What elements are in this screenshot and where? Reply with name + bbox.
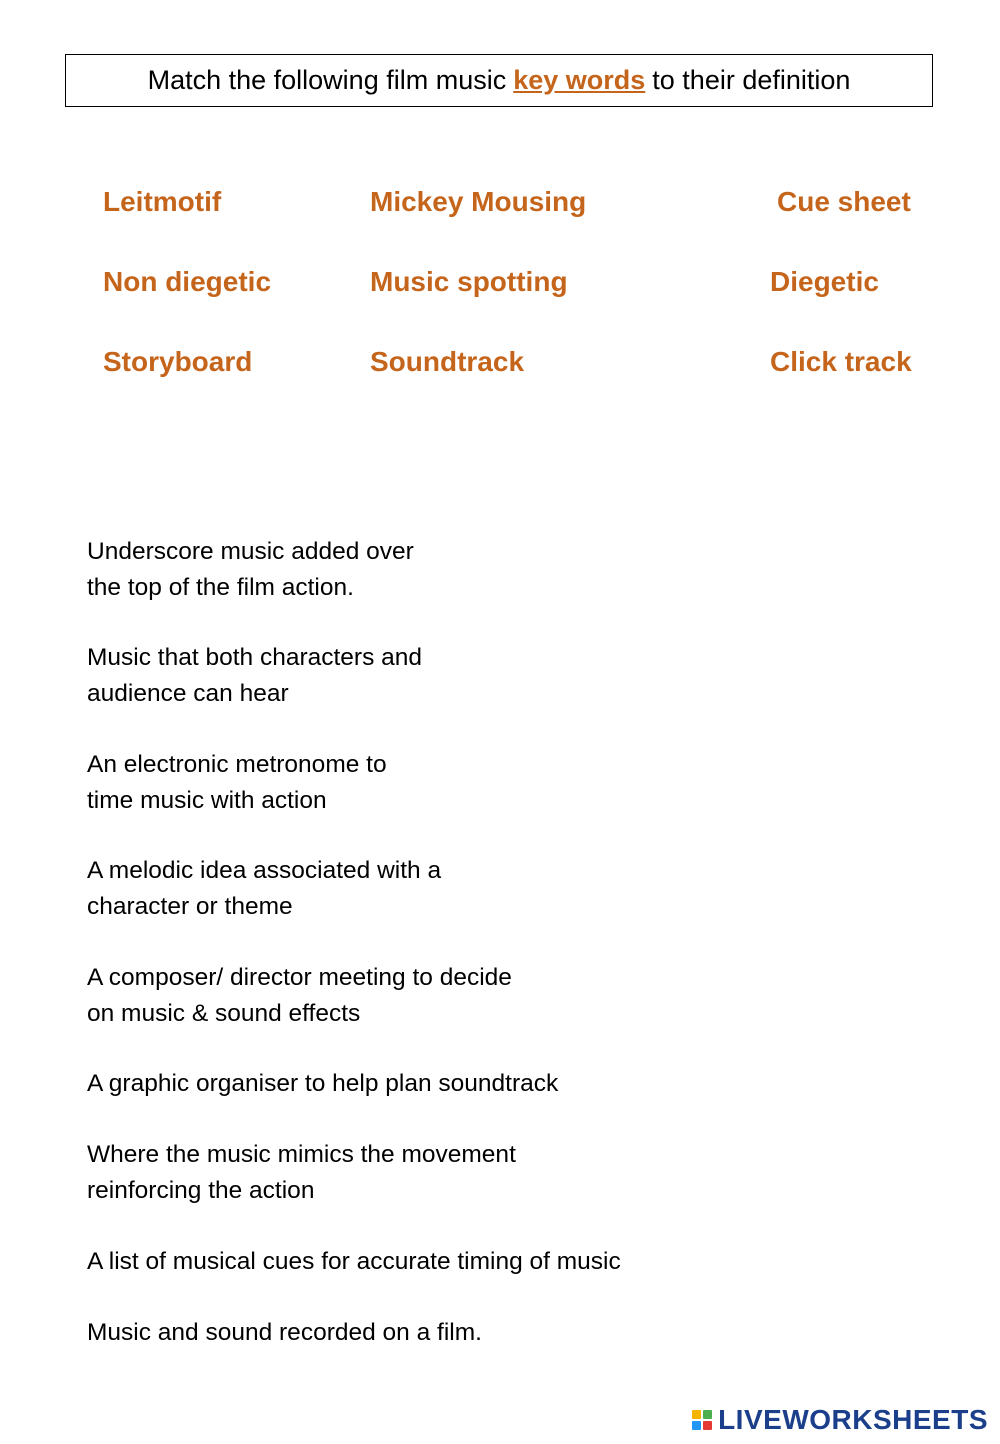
definition-line: time music with action (87, 786, 327, 814)
term-soundtrack[interactable]: Soundtrack (370, 346, 525, 377)
logo-square (703, 1421, 712, 1430)
definition-item (87, 960, 512, 1031)
term-diegetic[interactable]: Diegetic (770, 266, 879, 297)
instruction-title (65, 54, 933, 107)
liveworksheets-logo-icon (692, 1410, 712, 1430)
logo-square (692, 1421, 701, 1430)
term-cue-sheet[interactable]: Cue sheet (777, 186, 911, 217)
definition-item (87, 853, 441, 924)
definition-line: audience can hear (87, 679, 289, 707)
title-text-after: to their definition (652, 65, 851, 95)
definition-item (87, 747, 387, 818)
definition-line: Music and sound recorded on a film. (87, 1319, 482, 1346)
brand-text: LIVEWORKSHEETS (718, 1404, 988, 1435)
term-click-track[interactable]: Click track (770, 346, 912, 377)
term-non-diegetic[interactable]: Non diegetic (103, 266, 272, 297)
liveworksheets-brand (692, 1402, 988, 1438)
definition-line: Where the music mimics the movement (87, 1141, 516, 1168)
definition-line: A composer/ director meeting to decide (87, 964, 512, 991)
definition-line: A list of musical cues for accurate timing of music (87, 1248, 621, 1275)
logo-square (703, 1410, 712, 1419)
definition-line: A melodic idea associated with a (87, 857, 442, 884)
title-text-before: Match the following film music (147, 65, 507, 95)
title-keyword: key words (513, 65, 646, 95)
definition-line: character or theme (87, 892, 293, 920)
definition-line: Underscore music added over (87, 538, 414, 565)
term-music-spotting[interactable]: Music spotting (370, 266, 568, 297)
definition-line: Music that both characters and (87, 644, 423, 671)
term-storyboard[interactable]: Storyboard (103, 346, 253, 377)
definition-line: A graphic organiser to help plan soundtrack (87, 1070, 559, 1097)
term-leitmotif[interactable]: Leitmotif (103, 186, 222, 217)
definition-line: reinforcing the action (87, 1176, 315, 1204)
term-mickey-mousing[interactable]: Mickey Mousing (370, 186, 587, 217)
definition-line: An electronic metronome to (87, 751, 387, 778)
definition-line: on music & sound effects (87, 999, 361, 1027)
definition-item (87, 640, 422, 711)
logo-square (692, 1410, 701, 1419)
definition-item (87, 1066, 558, 1102)
definition-item (87, 1137, 516, 1208)
definition-item (87, 1315, 482, 1351)
definition-item (87, 1244, 621, 1280)
definition-line: the top of the film action. (87, 573, 354, 601)
definition-item (87, 534, 414, 605)
